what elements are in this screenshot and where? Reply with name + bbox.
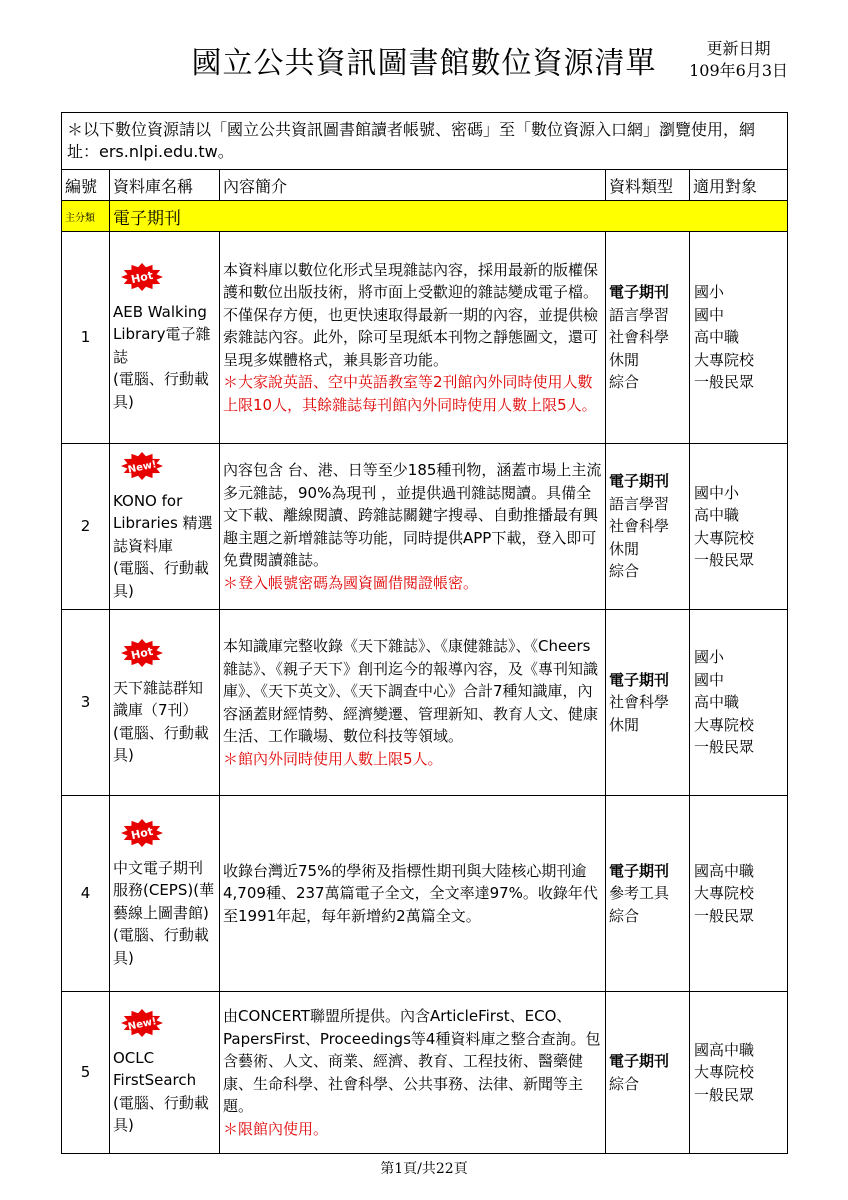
notice-row [62, 113, 788, 170]
table-row [62, 444, 788, 610]
target-cell [690, 444, 788, 610]
resource-table [61, 112, 788, 1154]
database-name: 中文電子期刊服務(CEPS)(華藝線上圖書館) [113, 858, 215, 922]
device-note: (電腦、行動載具) [113, 1093, 209, 1135]
type-item: 休閒 [609, 350, 640, 369]
row-number: 5 [62, 992, 110, 1154]
target-cell [690, 992, 788, 1154]
update-date: 109年6月3日 [689, 61, 788, 80]
category-name: 電子期刊 [110, 201, 788, 232]
device-note: (電腦、行動載具) [113, 559, 209, 600]
target-item: 國小 [694, 283, 725, 302]
database-name: OCLC FirstSearch [113, 1048, 197, 1090]
database-cell [110, 992, 220, 1154]
type-item: 電子期刊 [609, 472, 670, 491]
device-note: (電腦、行動載具) [113, 926, 209, 967]
notice-text: ＊以下數位資源請以「國立公共資訊圖書館讀者帳號、密碼」至「數位資源入口網」瀏覽使用，網址：ers.nlpi.edu.tw。 [62, 113, 788, 170]
description-cell [220, 992, 606, 1154]
hot-badge-icon [119, 818, 216, 855]
svg-text:Hot: Hot [129, 268, 155, 287]
device-note: (電腦、行動載具) [113, 723, 209, 765]
col-header-type: 資料類型 [606, 170, 690, 201]
usage-note: ＊限館內使用。 [223, 1119, 329, 1138]
new-badge-icon [119, 1008, 216, 1045]
type-item: 電子期刊 [609, 1052, 670, 1070]
database-name: 天下雜誌群知識庫（7刊） [113, 678, 204, 720]
database-cell [110, 796, 220, 992]
update-label: 更新日期 [706, 39, 771, 58]
target-item: 高中職 [694, 328, 740, 347]
type-item: 社會科學 [609, 517, 670, 536]
target-item: 高中職 [694, 693, 740, 712]
type-cell [606, 796, 690, 992]
table-row [62, 232, 788, 444]
row-number: 4 [62, 796, 110, 992]
update-info [689, 38, 788, 82]
target-item: 一般民眾 [694, 551, 755, 569]
row-number: 3 [62, 610, 110, 796]
table-row [62, 796, 788, 992]
type-item: 電子期刊 [609, 670, 670, 689]
type-item: 參考工具 [609, 884, 670, 903]
type-item: 社會科學 [609, 693, 670, 712]
target-item: 大專院校 [694, 884, 755, 903]
target-item: 高中職 [694, 506, 740, 524]
target-item: 大專院校 [694, 1063, 755, 1082]
target-item: 國高中職 [694, 1040, 755, 1059]
target-item: 國中 [694, 670, 725, 689]
svg-text:New!: New! [127, 459, 158, 476]
target-item: 大專院校 [694, 528, 755, 547]
type-item: 綜合 [609, 906, 640, 925]
database-cell [110, 444, 220, 610]
new-badge-icon [119, 451, 216, 488]
target-item: 大專院校 [694, 715, 755, 734]
description-cell [220, 610, 606, 796]
type-item: 休閒 [609, 715, 640, 734]
description-text: 本資料庫以數位化形式呈現雜誌內容，採用最新的版權保護和數位出版技術，將市面上受歡迎的雜誌變成電子檔。不僅保存方便，也更快速取得最新一期的內容，並提供檢索雜誌內容。此外，除可呈現紙本刊物之靜態圖文，還可呈現多媒體格式，兼具影音功能。 [223, 260, 599, 369]
description-cell [220, 232, 606, 444]
description-text: 內容包含 台、港、日等至少185種刊物，涵蓋市場上主流多元雜誌，90%為現刊 ，並提供過刊雜誌閱讀。具備全文下載、離線閱讀、跨雜誌關鍵字搜尋、自動推播最有興趣主題之新增雜誌等功能，同時提供APP下載，登入即可免費閱讀雜誌。 [223, 461, 602, 569]
type-cell [606, 992, 690, 1154]
target-item: 一般民眾 [694, 738, 755, 757]
target-cell [690, 610, 788, 796]
type-item: 語言學習 [609, 305, 670, 324]
target-cell [690, 232, 788, 444]
type-item: 電子期刊 [609, 861, 670, 880]
col-header-db: 資料庫名稱 [110, 170, 220, 201]
description-cell [220, 444, 606, 610]
col-header-num: 編號 [62, 170, 110, 201]
type-cell [606, 610, 690, 796]
page-footer: 第1頁/共22頁 [380, 1161, 468, 1177]
category-tag: 主分類 [62, 201, 110, 232]
col-header-target: 適用對象 [690, 170, 788, 201]
type-cell [606, 232, 690, 444]
type-item: 電子期刊 [609, 283, 670, 302]
row-number: 1 [62, 232, 110, 444]
target-item: 國中小 [694, 483, 740, 502]
col-header-desc: 內容簡介 [220, 170, 606, 201]
target-item: 一般民眾 [694, 906, 755, 925]
target-item: 一般民眾 [694, 1085, 755, 1104]
type-item: 綜合 [609, 373, 640, 392]
description-text: 本知識庫完整收錄《天下雜誌》、《康健雜誌》、《Cheers雜誌》、《親子天下》創刊迄今的報導內容，及《專刊知識庫》、《天下英文》、《天下調查中心》合計7種知識庫，內容涵蓋財經情勢、經濟變遷、管理新知、教育人文、健康生活、工作職場、數位科技等領域。 [223, 637, 599, 745]
type-item: 語言學習 [609, 494, 670, 513]
type-item: 綜合 [609, 562, 640, 581]
hot-badge-icon [119, 262, 216, 299]
category-row [62, 201, 788, 232]
target-cell [690, 796, 788, 992]
table-row [62, 610, 788, 796]
description-cell [220, 796, 606, 992]
description-text: 由CONCERT聯盟所提供。內含ArticleFirst、ECO、PapersFirst、Proceedings等4種資料庫之整合查詢。包含藝術、人文、商業、經濟、教育、工程技術、醫藥健康、生命科學、社會科學、公共事務、法律、新聞等主題。 [223, 1007, 601, 1115]
database-cell [110, 610, 220, 796]
svg-text:New!: New! [127, 1016, 158, 1034]
usage-note: ＊館內外同時使用人數上限5人。 [223, 749, 443, 768]
type-item: 休閒 [609, 539, 640, 558]
description-text: 收錄台灣近75%的學術及指標性期刊與大陸核心期刊逾4,709種、237萬篇電子全文，全文率達97%。收錄年代至1991年起，每年新增約2萬篇全文。 [223, 861, 598, 925]
target-item: 國中 [694, 305, 725, 324]
type-item: 綜合 [609, 1074, 640, 1093]
device-note: (電腦、行動載具) [113, 370, 209, 411]
type-cell [606, 444, 690, 610]
target-item: 國高中職 [694, 861, 755, 880]
database-name: KONO for Libraries 精選誌資料庫 [113, 491, 213, 555]
table-row [62, 992, 788, 1154]
target-item: 一般民眾 [694, 373, 755, 392]
page-title: 國立公共資訊圖書館數位資源清單 [191, 46, 657, 81]
type-item: 社會科學 [609, 328, 670, 347]
usage-note: ＊大家說英語、空中英語教室等2刊館內外同時使用人數上限10人，其餘雜誌每刊館內外同時使用人數上限5人。 [223, 373, 597, 414]
target-item: 大專院校 [694, 350, 755, 369]
svg-text:Hot: Hot [129, 645, 155, 663]
target-item: 國小 [694, 648, 725, 667]
usage-note: ＊登入帳號密碼為國資圖借閱證帳密。 [223, 573, 479, 592]
row-number: 2 [62, 444, 110, 610]
hot-badge-icon [119, 638, 216, 675]
header-row [62, 170, 788, 201]
svg-text:Hot: Hot [129, 824, 155, 843]
database-name: AEB Walking Library電子雜誌 [113, 302, 211, 366]
database-cell [110, 232, 220, 444]
